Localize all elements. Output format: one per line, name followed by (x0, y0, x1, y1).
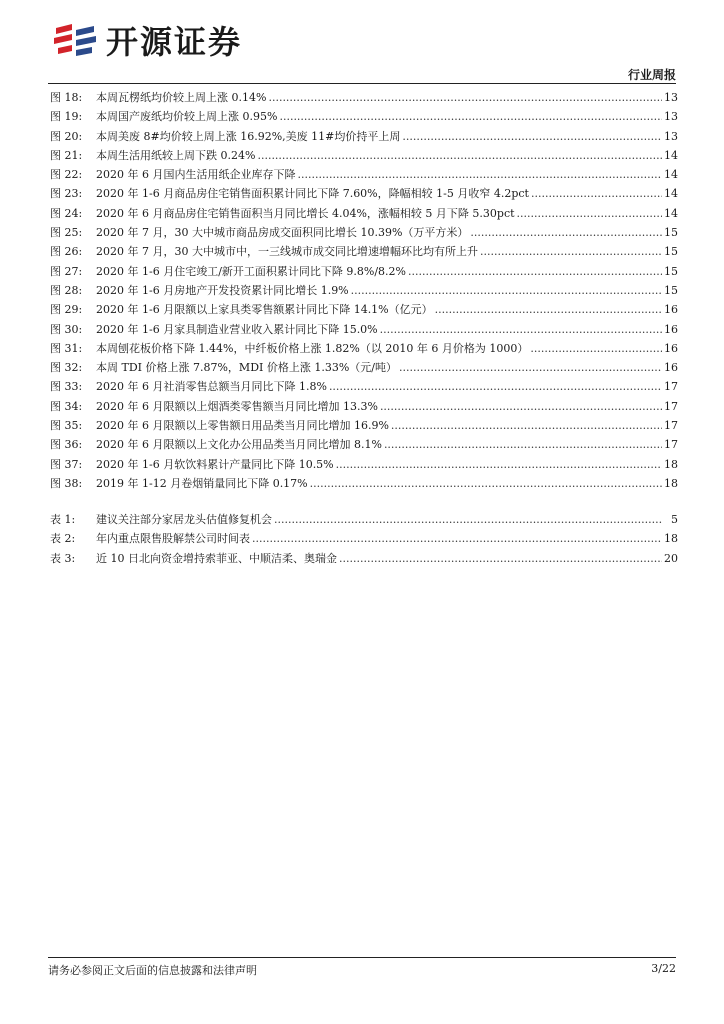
dot-leader (274, 510, 662, 529)
entry-number: 图 31: (50, 341, 83, 355)
dot-leader (339, 549, 662, 568)
dot-leader (329, 377, 662, 396)
entry-number: 图 21: (50, 148, 83, 162)
entry-page-number: 15 (664, 283, 678, 297)
dot-leader (384, 435, 662, 454)
dot-leader (268, 88, 662, 107)
dot-leader (351, 281, 662, 300)
figure-entry[interactable] (50, 358, 678, 377)
entry-title: 本周美废 8#均价较上周上涨 16.92%,美废 11#均价持平上周 (96, 129, 401, 143)
entry-page-number: 15 (664, 226, 678, 240)
dot-leader (531, 184, 662, 203)
entry-title: 本周瓦楞纸均价较上周上涨 0.14% (96, 91, 267, 104)
entry-page-number: 15 (664, 245, 678, 259)
brand-name: 开源证券 (106, 23, 243, 61)
figure-entry[interactable] (50, 184, 678, 203)
dot-leader (470, 223, 662, 242)
entry-title: 2020 年 1-6 月限额以上家具类零售额累计同比下降 14.1%（亿元） (96, 303, 433, 317)
entry-page-number: 13 (664, 110, 678, 124)
entry-page-number: 17 (664, 419, 678, 433)
entry-page-number: 16 (664, 361, 678, 375)
dot-leader (380, 397, 662, 416)
dot-leader (435, 300, 662, 319)
dot-leader (297, 165, 662, 184)
dot-leader (336, 455, 662, 474)
figure-entry[interactable] (50, 88, 678, 107)
entry-title: 2020 年 1-6 月软饮料累计产量同比下降 10.5% (96, 457, 334, 471)
entry-page-number: 18 (664, 457, 678, 471)
dot-leader (257, 146, 662, 165)
figure-entry[interactable] (50, 127, 678, 146)
dot-leader (408, 262, 662, 281)
entry-number: 图 20: (50, 129, 83, 143)
entry-number: 图 25: (50, 226, 83, 240)
disclaimer-note: 请务必参阅正文后面的信息披露和法律声明 (48, 964, 257, 977)
entry-number: 图 18: (50, 91, 83, 104)
entry-page-number: 16 (664, 341, 678, 355)
entry-number: 表 3: (50, 551, 76, 565)
entry-title: 本周国产废纸均价较上周上涨 0.95% (96, 110, 278, 124)
figure-entry[interactable] (50, 339, 678, 358)
entry-number: 图 36: (50, 438, 83, 452)
entry-number: 图 19: (50, 110, 83, 124)
entry-number: 图 23: (50, 187, 83, 201)
dot-leader (530, 339, 662, 358)
figure-entry[interactable] (50, 165, 678, 184)
entry-title: 2020 年 1-6 月家具制造业营业收入累计同比下降 15.0% (96, 322, 378, 336)
entry-number: 图 30: (50, 322, 83, 336)
entry-number: 图 37: (50, 457, 83, 471)
figure-entry[interactable] (50, 223, 678, 242)
entry-title: 2020 年 6 月限额以上零售额日用品类当月同比增加 16.9% (96, 419, 389, 433)
figure-entry[interactable] (50, 397, 678, 416)
dot-leader (380, 320, 662, 339)
dot-leader (402, 127, 662, 146)
entry-page-number: 17 (664, 438, 678, 452)
entry-page-number: 14 (664, 206, 678, 220)
entry-title: 2020 年 1-6 月住宅竣工/新开工面积累计同比下降 9.8%/8.2% (96, 264, 406, 278)
entry-page-number: 13 (664, 129, 678, 143)
entry-number: 图 29: (50, 303, 83, 317)
entry-title: 近 10 日北向资金增持索菲亚、中顺洁柔、奥瑞金 (96, 551, 337, 565)
figure-entry[interactable] (50, 416, 678, 435)
entry-number: 图 26: (50, 245, 83, 259)
entry-title: 年内重点限售股解禁公司时间表 (96, 532, 250, 546)
figure-entry[interactable] (50, 474, 678, 493)
entry-number: 表 1: (50, 513, 76, 526)
page-number: 3/22 (651, 962, 676, 975)
figure-entry[interactable] (50, 242, 678, 261)
figure-entry[interactable] (50, 107, 678, 126)
figure-list (50, 88, 678, 493)
entry-page-number: 14 (664, 187, 678, 201)
entry-title: 2020 年 7 月，30 大中城市中，一三线城市成交同比增速增幅环比均有所上升 (96, 245, 478, 259)
table-entry[interactable] (50, 529, 678, 548)
entry-page-number: 16 (664, 303, 678, 317)
header-divider (48, 83, 676, 84)
dot-leader (310, 474, 662, 493)
entry-page-number: 18 (664, 532, 678, 546)
brand-logo-icon (52, 20, 98, 64)
entry-number: 图 28: (50, 283, 83, 297)
table-entry[interactable] (50, 510, 678, 529)
entry-number: 图 35: (50, 419, 83, 433)
entry-page-number: 14 (664, 148, 678, 162)
dot-leader (279, 107, 662, 126)
entry-page-number: 20 (664, 551, 678, 565)
entry-number: 表 2: (50, 532, 76, 546)
entry-page-number: 16 (664, 322, 678, 336)
entry-title: 2020 年 6 月商品房住宅销售面积当月同比增长 4.04%，涨幅相较 5 月下降 5.30pct (96, 206, 515, 220)
entry-number: 图 22: (50, 168, 83, 182)
entry-title: 2020 年 6 月限额以上文化办公用品类当月同比增加 8.1% (96, 438, 382, 452)
footer-divider (48, 957, 676, 958)
entry-page-number: 17 (664, 380, 678, 394)
entry-number: 图 24: (50, 206, 83, 220)
entry-title: 本周刨花板价格下降 1.44%，中纤板价格上涨 1.82%（以 2010 年 6 月价格为 1000） (96, 341, 529, 355)
entry-title: 本周生活用纸较上周下跌 0.24% (96, 148, 256, 162)
figure-entry[interactable] (50, 204, 678, 223)
dot-leader (399, 358, 662, 377)
entry-title: 2019 年 1-12 月卷烟销量同比下降 0.17% (96, 476, 308, 490)
figure-entry[interactable] (50, 281, 678, 300)
dot-leader (517, 204, 662, 223)
entry-number: 图 27: (50, 264, 83, 278)
entry-page-number: 17 (664, 399, 678, 413)
entry-title: 2020 年 7 月，30 大中城市商品房成交面积同比增长 10.39%（万平方米） (96, 226, 469, 240)
brand-logo (52, 18, 242, 66)
entry-number: 图 33: (50, 380, 83, 394)
entry-page-number: 18 (664, 476, 678, 490)
entry-title: 2020 年 6 月社消零售总额当月同比下降 1.8% (96, 380, 327, 394)
entry-title: 2020 年 1-6 月房地产开发投资累计同比增长 1.9% (96, 283, 349, 297)
figure-entry[interactable] (50, 320, 678, 339)
figure-entry[interactable] (50, 435, 678, 454)
figure-entry[interactable] (50, 146, 678, 165)
dot-leader (391, 416, 662, 435)
entry-page-number: 15 (664, 264, 678, 278)
report-type: 行业周报 (627, 68, 676, 82)
figure-entry[interactable] (50, 262, 678, 281)
dot-leader (252, 529, 662, 548)
entry-title: 2020 年 1-6 月商品房住宅销售面积累计同比下降 7.60%，降幅相较 1-5 月收窄 4.2pct (96, 187, 529, 201)
entry-number: 图 32: (50, 361, 83, 375)
entry-page-number: 14 (664, 168, 678, 182)
entry-title: 2020 年 6 月国内生活用纸企业库存下降 (96, 168, 296, 182)
entry-title: 2020 年 6 月限额以上烟酒类零售额当月同比增加 13.3% (96, 399, 378, 413)
entry-page-number: 13 (664, 91, 678, 104)
figure-entry[interactable] (50, 377, 678, 396)
entry-page-number: 5 (671, 513, 678, 526)
dot-leader (480, 242, 662, 261)
entry-number: 图 34: (50, 399, 83, 413)
entry-number: 图 38: (50, 476, 83, 490)
entry-title: 建议关注部分家居龙头估值修复机会 (96, 513, 272, 526)
table-list (50, 510, 678, 568)
figure-entry[interactable] (50, 300, 678, 319)
table-entry[interactable] (50, 549, 678, 568)
figure-entry[interactable] (50, 455, 678, 474)
entry-title: 本周 TDI 价格上涨 7.87%，MDI 价格上涨 1.33%（元/吨） (96, 361, 398, 375)
